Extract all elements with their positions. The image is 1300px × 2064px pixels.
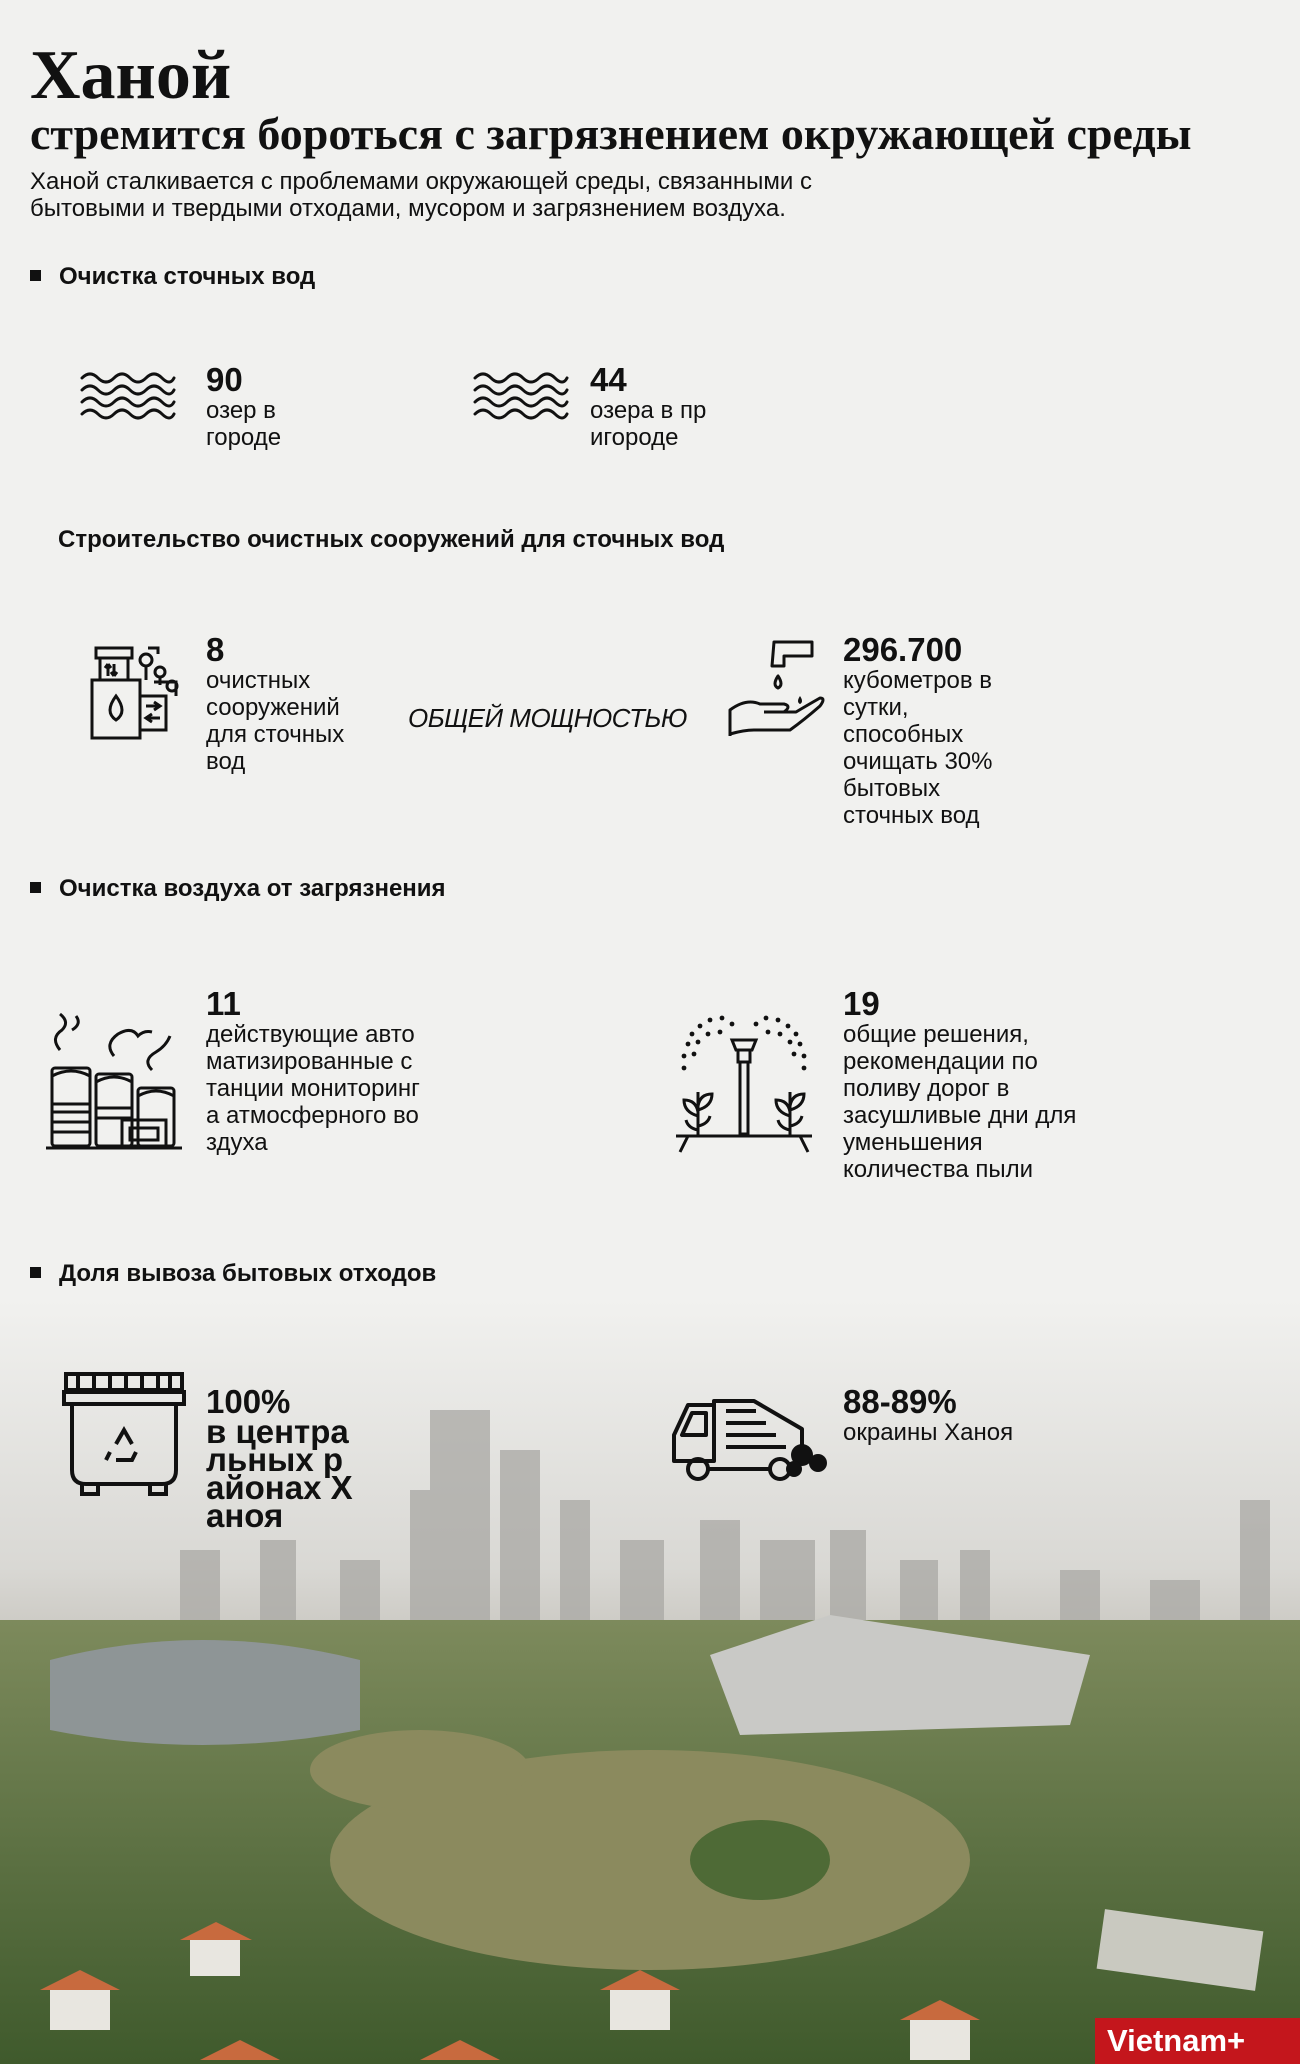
section-waste-label: Доля вывоза бытовых отходов: [59, 1260, 437, 1287]
bullet-square-icon: [30, 1267, 41, 1278]
sprinkler-icon: [674, 1006, 814, 1156]
bullet-square-icon: [30, 270, 41, 281]
factory-icon: [44, 1008, 184, 1150]
city-photo: [0, 1300, 1300, 2064]
plants-number: 8: [206, 631, 225, 668]
stations-number: 11: [206, 985, 241, 1022]
page-subtitle: стремится бороться с загрязнением окружающей среды: [30, 108, 1192, 159]
bullet-square-icon: [30, 882, 41, 893]
capacity-label: ОБЩЕЙ МОЩНОСТЬЮ: [408, 703, 687, 733]
section-air-heading: [30, 875, 446, 903]
solutions-number: 19: [843, 985, 880, 1022]
section-water-heading: [30, 263, 315, 291]
logo-text: Vietnam+: [1107, 2023, 1246, 2058]
subsection-treatment-heading: Строительство очистных сооружений для сточных вод: [58, 526, 725, 553]
lakes-city-number: 90: [206, 361, 243, 398]
section-air-label: Очистка воздуха от загрязнения: [59, 875, 446, 902]
treatment-plant-icon: [88, 640, 184, 740]
intro-text: Ханой сталкивается с проблемами окружающей среды, связанными с бытовыми и твердыми отходами, мусором и загрязнением воздуха.: [30, 168, 812, 222]
central-number: 100%: [206, 1383, 291, 1420]
lakes-suburb-number: 44: [590, 361, 627, 398]
capacity-text: кубометров в сутки, способных очищать 30% бытовых сточных вод: [843, 667, 993, 829]
central-text: в центральных районах Ханоя: [206, 1413, 353, 1534]
solutions-text: общие решения, рекомендации по поливу дорог в засушливые дни для уменьшения количества пыли: [843, 1021, 1077, 1183]
garbage-truck-icon: [670, 1385, 830, 1485]
waves-icon: [473, 370, 569, 426]
capacity-number: 296.700: [843, 631, 963, 668]
vietnamplus-logo: [1095, 2018, 1300, 2064]
section-water-label: Очистка сточных вод: [59, 263, 316, 290]
lakes-city-text: озер в городе: [206, 397, 282, 451]
stations-text: действующие автоматизированные станции мониторинга атмосферного воздуха: [206, 1021, 420, 1156]
outskirts-number: 88-89%: [843, 1383, 957, 1420]
recycle-bin-icon: [62, 1370, 186, 1500]
outskirts-text: окраины Ханоя: [843, 1419, 1014, 1446]
page-title: Ханой: [30, 37, 232, 114]
faucet-hand-icon: [728, 636, 828, 740]
plants-text: очистных сооружений для сточных вод: [206, 667, 345, 775]
lakes-suburb-text: озера в пригороде: [590, 397, 707, 451]
waves-icon: [80, 370, 176, 426]
section-waste-heading: [30, 1260, 436, 1288]
